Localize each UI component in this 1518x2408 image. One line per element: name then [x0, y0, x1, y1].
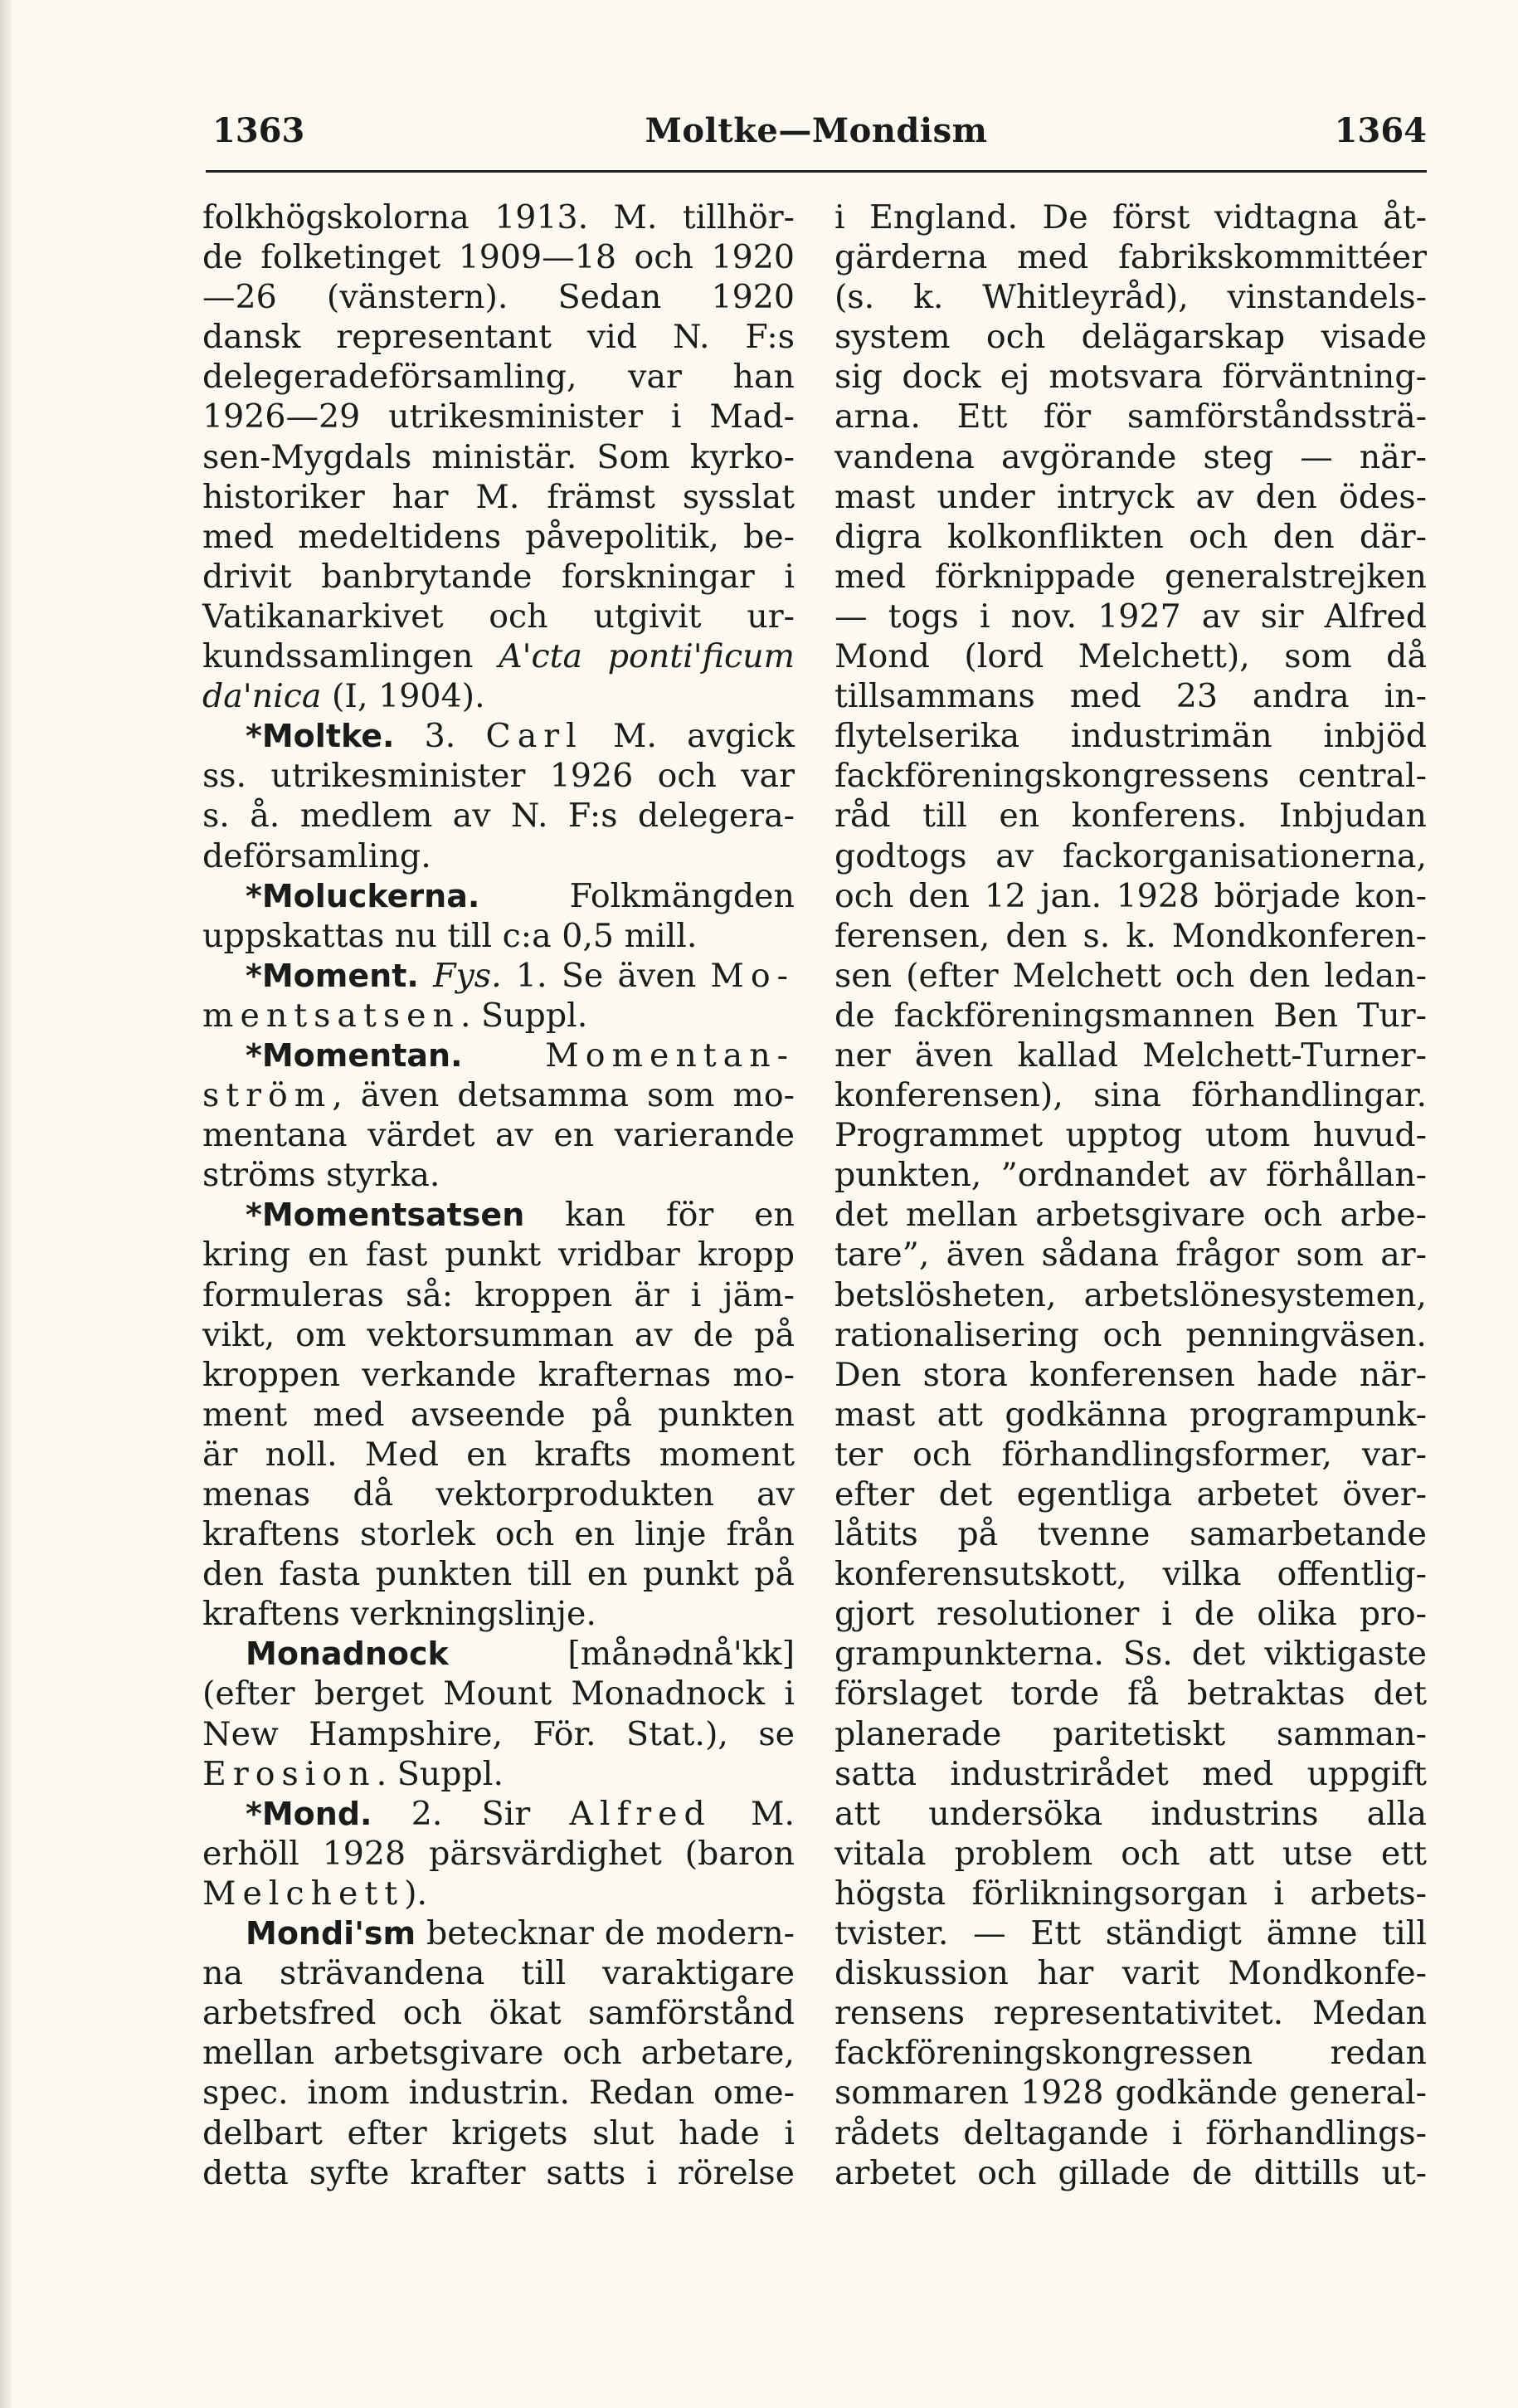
- text-line: den fasta punkten till en punkt på: [202, 1555, 795, 1594]
- text-line: menas då vektorprodukten av: [202, 1475, 795, 1514]
- text-line: gärderna med fabrikskommittéer: [834, 238, 1427, 277]
- entry-moluckerna: [202, 876, 795, 916]
- text-run: betecknar de modern-: [416, 1914, 795, 1953]
- text-line: arna. Ett för samförståndssträ-: [834, 397, 1427, 436]
- text-line: detta syfte krafter satts i rörelse: [202, 2153, 795, 2192]
- text-line: sen (efter Melchett och den ledan-: [834, 956, 1427, 995]
- entry-mond: [202, 1794, 795, 1834]
- text-run: kundssamlingen: [202, 637, 499, 676]
- text-run: . Suppl.: [376, 1754, 504, 1793]
- text-line: 1926—29 utrikesminister i Mad-: [202, 397, 795, 436]
- text-line: formuleras så: kroppen är i jäm-: [202, 1275, 795, 1314]
- text-line: råd till en konferens. Inbjudan: [834, 797, 1427, 836]
- italic-title: da'nica: [202, 677, 322, 716]
- text-run: 2. Sir: [372, 1794, 570, 1833]
- spaced-name: Melchett: [202, 1874, 405, 1913]
- headword: *Moment.: [246, 957, 419, 994]
- text-line: rensens representativitet. Medan: [834, 1994, 1427, 2033]
- text-run: 1. Se även: [501, 956, 711, 995]
- text-line: planerade paritetiskt samman-: [834, 1714, 1427, 1753]
- entry-momentan: [202, 1036, 795, 1075]
- text-line: fackföreningskongressen redan: [834, 2034, 1427, 2073]
- text-line: låtits på tvenne samarbetande: [834, 1515, 1427, 1554]
- text-line: i England. De först vidtagna åt-: [834, 198, 1427, 236]
- text-run: 3.: [394, 717, 486, 756]
- text-line: folkhögskolorna 1913. M. tillhör-: [202, 198, 795, 236]
- headword: Monadnock: [246, 1635, 449, 1673]
- text-line: fackföreningskongressens central-: [834, 757, 1427, 796]
- text-run: , även detsamma som mo-: [332, 1076, 795, 1115]
- entry-mondism: [202, 1913, 795, 1953]
- text-run: [419, 957, 433, 995]
- text-line: de folketinget 1909—18 och 1920: [202, 238, 795, 277]
- text-line: mellan arbetsgivare och arbetare,: [202, 2034, 795, 2073]
- text-line: ment med avseende på punkten: [202, 1395, 795, 1434]
- text-line: deförsamling.: [202, 836, 431, 875]
- text-line: ferensen, den s. k. Mondkonferen-: [834, 916, 1427, 955]
- text-line: högsta förlikningsorgan i arbets-: [834, 1874, 1427, 1913]
- text-line: att undersöka industrins alla: [834, 1794, 1427, 1833]
- text-line: satta industrirådet med uppgift: [834, 1754, 1427, 1793]
- text-line: system och delägarskap visade: [834, 318, 1427, 357]
- text-line: erhöll 1928 pärsvärdighet (baron: [202, 1834, 795, 1873]
- text-line: Den stora konferensen hade när-: [834, 1355, 1427, 1394]
- text-line: kring en fast punkt vridbar kropp: [202, 1236, 795, 1275]
- header-title: Moltke—Mondism: [645, 111, 988, 150]
- text-line: konferensutskott, vilka offentlig-: [834, 1555, 1427, 1594]
- text-line: kraftens verkningslinje.: [202, 1595, 596, 1634]
- text-line: kraftens storlek och en linje från: [202, 1515, 795, 1554]
- text-line: [202, 996, 795, 1036]
- text-line: uppskattas nu till c:a 0,5 mill.: [202, 916, 698, 955]
- text-line: — togs i nov. 1927 av sir Alfred: [834, 597, 1427, 636]
- text-line: konferensen), sina förhandlingar.: [834, 1076, 1427, 1115]
- italic-abbrev: Fys.: [433, 956, 502, 995]
- text-line: sig dock ej motsvara förväntning-: [834, 358, 1427, 397]
- text-line: mast under intryck av den ödes-: [834, 477, 1427, 516]
- text-line: ss. utrikesminister 1926 och var: [202, 757, 795, 796]
- right-column: [834, 197, 1427, 2193]
- text-line: förslaget torde få betraktas det: [834, 1674, 1427, 1713]
- headword: *Momentsatsen: [246, 1197, 525, 1234]
- text-run: (I, 1904).: [321, 677, 485, 716]
- text-line: är noll. Med en krafts moment: [202, 1435, 795, 1474]
- text-line: Programmet upptog utom huvud-: [834, 1116, 1427, 1155]
- spaced-ref: Erosion: [202, 1754, 377, 1793]
- text-line: historiker har M. främst sysslat: [202, 477, 795, 516]
- text-line: med medeltidens påvepolitik, be-: [202, 517, 795, 556]
- text-line: spec. inom industrin. Redan ome-: [202, 2074, 795, 2113]
- text-line: ter och förhandlingsformer, var-: [834, 1435, 1427, 1474]
- headword: *Moluckerna.: [246, 877, 480, 914]
- text-line: [202, 1075, 795, 1115]
- text-run: kan för en: [524, 1196, 795, 1235]
- text-line: [202, 1754, 795, 1794]
- text-line: New Hampshire, För. Stat.), se: [202, 1714, 795, 1753]
- text-line: (efter berget Mount Monadnock i: [202, 1674, 795, 1713]
- spaced-term: Momentan-: [462, 1036, 795, 1075]
- text-line: vitala problem och att utse ett: [834, 1834, 1427, 1873]
- right-column-number: 1364: [1334, 111, 1427, 150]
- italic-title: A'cta ponti'ficum: [499, 637, 795, 676]
- headword: *Momentan.: [246, 1036, 463, 1074]
- spaced-ref: Mo-: [710, 956, 795, 995]
- text-line: grampunkterna. Ss. det viktigaste: [834, 1635, 1427, 1674]
- text-line: tillsammans med 23 andra in-: [834, 677, 1427, 716]
- text-line: vikt, om vektorsumman av de på: [202, 1315, 795, 1354]
- running-header: [206, 106, 1427, 156]
- left-column-number: 1363: [212, 111, 305, 150]
- entry-moment: [202, 956, 795, 996]
- text-line: delbart efter krigets slut hade i: [202, 2113, 795, 2152]
- text-line: kroppen verkande krafternas mo-: [202, 1355, 795, 1394]
- spaced-name: Alfred: [569, 1794, 712, 1833]
- text-run: M.: [711, 1794, 795, 1833]
- text-line: godtogs av fackorganisationerna,: [834, 836, 1427, 875]
- text-line: sen-Mygdals ministär. Som kyrko-: [202, 437, 795, 476]
- text-line: punkten, ”ordnandet av förhållan-: [834, 1156, 1427, 1195]
- text-line: (s. k. Whitleyråd), vinstandels-: [834, 278, 1427, 317]
- spaced-ref: mentsatsen: [202, 996, 460, 1035]
- headword: *Mond.: [246, 1795, 372, 1832]
- text-line: [202, 1874, 795, 1913]
- text-line: rådets deltagande i förhandlings-: [834, 2113, 1427, 2152]
- text-line: diskussion har varit Mondkonfe-: [834, 1954, 1427, 1993]
- text-line: mast att godkänna programpunk-: [834, 1395, 1427, 1434]
- text-line: med förknippade generalstrejken: [834, 557, 1427, 596]
- text-line: [202, 636, 795, 676]
- text-line: rationalisering och penningväsen.: [834, 1315, 1427, 1354]
- text-line: arbetet och gillade de dittills ut-: [834, 2153, 1427, 2192]
- text-line: och den 12 jan. 1928 började kon-: [834, 876, 1427, 915]
- text-line: ströms styrka.: [202, 1156, 440, 1195]
- text-line: de fackföreningsmannen Ben Tur-: [834, 996, 1427, 1035]
- text-run: M. avgick: [582, 717, 795, 756]
- text-line: ner även kallad Melchett-Turner-: [834, 1036, 1427, 1075]
- text-line: Vatikanarkivet och utgivit ur-: [202, 597, 795, 636]
- text-line: digra kolkonflikten och den där-: [834, 517, 1427, 556]
- page-edge: [0, 0, 12, 2408]
- text-line: mentana värdet av en varierande: [202, 1116, 795, 1155]
- text-run: [månədnå'kk]: [448, 1635, 795, 1674]
- text-line: gjort resolutioner i de olika pro-: [834, 1595, 1427, 1634]
- spaced-name: Carl: [485, 717, 583, 756]
- text-run: Folkmängden: [479, 876, 795, 915]
- text-line: —26 (vänstern). Sedan 1920: [202, 278, 795, 317]
- left-column: [202, 197, 795, 2193]
- header-rule: [206, 170, 1427, 173]
- text-line: Mond (lord Melchett), som då: [834, 637, 1427, 676]
- text-run: . Suppl.: [460, 996, 588, 1035]
- text-line: s. å. medlem av N. F:s delegera-: [202, 797, 795, 836]
- entry-moltke: [202, 716, 795, 756]
- text-line: delegeradeförsamling, var han: [202, 358, 795, 397]
- text-line: sommaren 1928 godkände general-: [834, 2074, 1427, 2113]
- text-run: ).: [404, 1874, 428, 1913]
- text-line: na strävandena till varaktigare: [202, 1954, 795, 1993]
- text-line: dansk representant vid N. F:s: [202, 318, 795, 357]
- text-line: vandena avgörande steg — när-: [834, 437, 1427, 476]
- text-line: arbetsfred och ökat samförstånd: [202, 1994, 795, 2033]
- text-line: [202, 676, 795, 716]
- text-line: betslösheten, arbetslönesystemen,: [834, 1275, 1427, 1314]
- text-line: drivit banbrytande forskningar i: [202, 557, 795, 596]
- entry-momentsatsen: [202, 1195, 795, 1235]
- headword: *Moltke.: [246, 718, 395, 755]
- headword: Mondi'sm: [246, 1915, 416, 1952]
- spaced-term: ström: [202, 1076, 333, 1115]
- text-line: efter det egentliga arbetet över-: [834, 1475, 1427, 1514]
- entry-monadnock: [202, 1634, 795, 1674]
- text-line: flytelserika industrimän inbjöd: [834, 717, 1427, 756]
- text-line: tvister. — Ett ständigt ämne till: [834, 1914, 1427, 1953]
- text-line: tare”, även sådana frågor som ar-: [834, 1236, 1427, 1275]
- text-line: det mellan arbetsgivare och arbe-: [834, 1196, 1427, 1235]
